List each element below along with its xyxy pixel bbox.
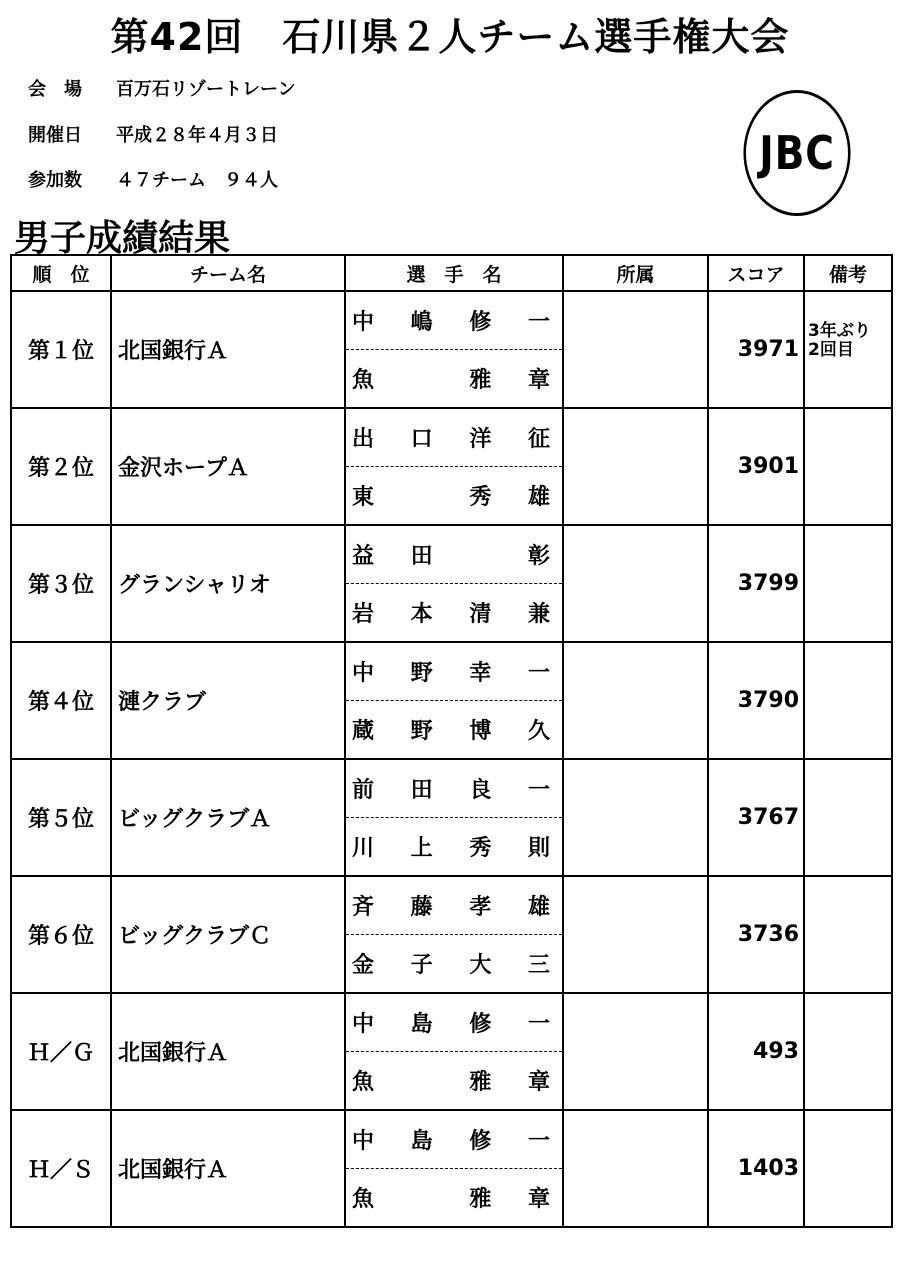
- section-title: 男子成績結果: [14, 218, 231, 259]
- table-row: [11, 642, 892, 701]
- affiliation-cell: [563, 993, 708, 1110]
- info-date: [28, 121, 278, 147]
- player-cell: 魚 雅 章: [345, 350, 563, 409]
- player-cell: 中 嶋 修 一: [345, 291, 563, 350]
- header-affiliation: 所属: [563, 255, 708, 291]
- player-cell: 魚 雅 章: [345, 1169, 563, 1228]
- player-cell: 斉 藤 孝 雄: [345, 876, 563, 935]
- affiliation-cell: [563, 876, 708, 993]
- rank-cell: 第６位: [11, 876, 111, 993]
- player-cell: 中 島 修 一: [345, 993, 563, 1052]
- table-row: [11, 408, 892, 467]
- note-cell: [804, 1110, 892, 1227]
- score-cell: 3790: [708, 642, 804, 759]
- jbc-logo: JBC: [743, 90, 850, 216]
- table-row: [11, 759, 892, 818]
- affiliation-cell: [563, 759, 708, 876]
- player-cell: 魚 雅 章: [345, 1052, 563, 1111]
- player-cell: 東 秀 雄: [345, 467, 563, 526]
- rank-cell: 第４位: [11, 642, 111, 759]
- table-row: [11, 291, 892, 350]
- header-note: 備考: [804, 255, 892, 291]
- rank-cell: 第２位: [11, 408, 111, 525]
- score-cell: 3901: [708, 408, 804, 525]
- player-cell: 出 口 洋 征: [345, 408, 563, 467]
- note-cell: [804, 642, 892, 759]
- team-cell: 北国銀行Ａ: [111, 993, 345, 1110]
- player-cell: 益 田 彰: [345, 525, 563, 584]
- team-cell: グランシャリオ: [111, 525, 345, 642]
- header-score: スコア: [708, 255, 804, 291]
- score-cell: 3971: [708, 291, 804, 408]
- affiliation-cell: [563, 642, 708, 759]
- score-cell: 1403: [708, 1110, 804, 1227]
- info-value: 平成２８年４月３日: [116, 125, 278, 146]
- team-cell: ビッグクラブＡ: [111, 759, 345, 876]
- table-row: [11, 876, 892, 935]
- results-table: [10, 254, 893, 1228]
- player-cell: 金 子 大 三: [345, 935, 563, 994]
- header-rank: 順 位: [11, 255, 111, 291]
- table-row: [11, 1110, 892, 1169]
- note-cell: [804, 876, 892, 993]
- info-participants: [28, 166, 278, 192]
- rank-cell: 第３位: [11, 525, 111, 642]
- score-cell: 3767: [708, 759, 804, 876]
- affiliation-cell: [563, 1110, 708, 1227]
- player-cell: 前 田 良 一: [345, 759, 563, 818]
- note-cell: 3年ぶり 2回目: [804, 291, 892, 408]
- page-title: 第42回 石川県２人チーム選手権大会: [110, 15, 790, 59]
- team-cell: 漣クラブ: [111, 642, 345, 759]
- info-venue: [28, 75, 296, 101]
- score-cell: 3736: [708, 876, 804, 993]
- info-value: 百万石リゾートレーン: [116, 79, 296, 100]
- player-cell: 中 野 幸 一: [345, 642, 563, 701]
- table-row: [11, 993, 892, 1052]
- team-cell: 北国銀行Ａ: [111, 1110, 345, 1227]
- note-cell: [804, 759, 892, 876]
- score-cell: 493: [708, 993, 804, 1110]
- team-cell: ビッグクラブＣ: [111, 876, 345, 993]
- info-value: ４７チーム ９４人: [116, 170, 278, 191]
- affiliation-cell: [563, 291, 708, 408]
- info-label: 開催日: [28, 125, 82, 146]
- team-cell: 北国銀行Ａ: [111, 291, 345, 408]
- affiliation-cell: [563, 408, 708, 525]
- info-label: 会 場: [28, 79, 82, 100]
- rank-cell: Ｈ／Ｇ: [11, 993, 111, 1110]
- header-team: チーム名: [111, 255, 345, 291]
- player-cell: 岩 本 清 兼: [345, 584, 563, 643]
- team-cell: 金沢ホープＡ: [111, 408, 345, 525]
- note-cell: [804, 408, 892, 525]
- rank-cell: Ｈ／Ｓ: [11, 1110, 111, 1227]
- player-cell: 川 上 秀 則: [345, 818, 563, 877]
- note-cell: [804, 993, 892, 1110]
- affiliation-cell: [563, 525, 708, 642]
- rank-cell: 第５位: [11, 759, 111, 876]
- header-row: [11, 255, 892, 291]
- header-players: 選 手 名: [345, 255, 563, 291]
- player-cell: 蔵 野 博 久: [345, 701, 563, 760]
- rank-cell: 第１位: [11, 291, 111, 408]
- info-label: 参加数: [28, 170, 82, 191]
- score-cell: 3799: [708, 525, 804, 642]
- note-cell: [804, 525, 892, 642]
- table-row: [11, 525, 892, 584]
- player-cell: 中 島 修 一: [345, 1110, 563, 1169]
- results-body: [11, 291, 892, 1227]
